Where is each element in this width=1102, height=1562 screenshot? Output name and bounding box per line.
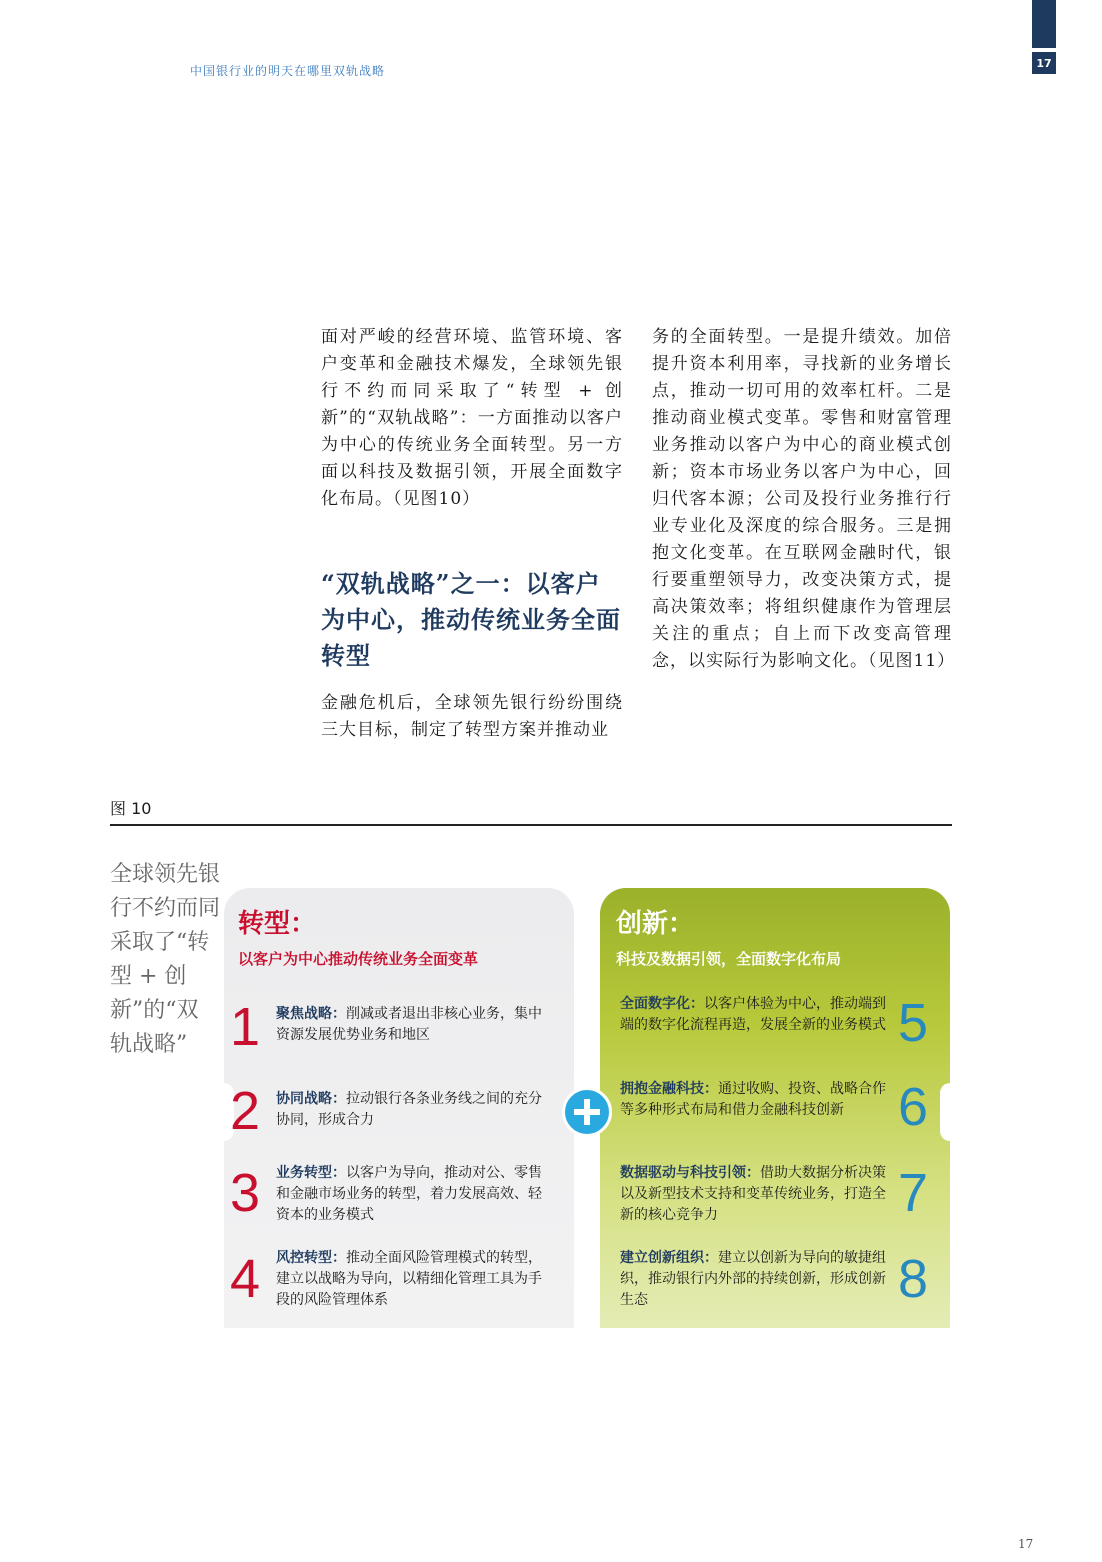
section-heading: “双轨战略”之一：以客户为中心，推动传统业务全面转型 [321,569,621,670]
item-text: 通过收购、投资、战略合作等多种形式布局和借力金融科技创新 [620,1081,886,1118]
item-heading: 聚焦战略： [276,1006,346,1022]
item-text: 以客户为导向，推动对公、零售和金融市场业务的转型，着力发展高效、轻资本的业务模式 [276,1165,542,1223]
item-number: 4 [230,1249,261,1309]
item-heading: 风控转型： [276,1250,346,1266]
tab-page-number: 17 [1032,52,1056,74]
running-header: 中国银行业的明天在哪里双轨战略 [190,64,386,78]
body-paragraph-3: 务的全面转型。一是提升绩效。加倍提升资本利用率，寻找新的业务增长点，推动一切可用的效率杠杆。二是推动商业模式变革。零售和财富管理业务推动以客户为中心的商业模式创新；资本市场业务以客户为中心，回归代客本源；公司及投行业务推行行业专业化及深度的综合服务。三是拥抱文化变革。在互联网金融时代，银行要重塑领导力，改变决策方式，提高决策效率；将组织健康作为管理层关注的重点；自上而下改变高管理念，以实际行为影响文化。（见图11） [652,327,956,671]
list-item [620,994,896,1036]
page-tab-bar [1032,0,1056,48]
innovation-subtitle: 科技及数据引领，全面数字化布局 [616,950,842,968]
item-heading: 协同战略： [276,1091,346,1107]
figure-label: 图 10 [110,799,152,818]
item-number: 7 [898,1163,929,1223]
item-text: 推动全面风险管理模式的转型，建立以战略为导向，以精细化管理工具为手段的风险管理体系 [276,1250,542,1308]
item-heading: 数据驱动与科技引领： [620,1165,760,1181]
item-number: 1 [230,997,261,1057]
list-item [276,1248,552,1311]
figure-side-quote: 全球领先银行不约而同采取了“转型 + 创新”的“双轨战略” [110,862,221,1057]
item-text: 削减或者退出非核心业务，集中资源发展优势业务和地区 [276,1006,542,1043]
body-paragraph-2: 金融危机后，全球领先银行纷纷围绕三大目标，制定了转型方案并推动业 [321,693,623,740]
page-number: 17 [1018,1537,1034,1551]
item-heading: 业务转型： [276,1165,346,1181]
transformation-subtitle: 以客户为中心推动传统业务全面变革 [238,950,479,968]
panel-notch-right [940,1083,960,1141]
innovation-title: 创新： [616,909,695,939]
body-paragraph-1: 面对严峻的经营环境、监管环境、客户变革和金融技术爆发，全球领先银行不约而同采取了“转型 + 创新”的“双轨战略”：一方面推动以客户为中心的传统业务全面转型。另一方面以科技及数据引领，开展全面数字化布局。（见图10） [321,327,623,509]
item-number: 5 [898,993,929,1053]
transformation-title: 转型： [238,909,317,939]
list-item [620,1248,896,1311]
item-heading: 建立创新组织： [620,1250,718,1266]
item-text: 建立以创新为导向的敏捷组织，推动银行内外部的持续创新，形成创新生态 [620,1250,886,1308]
figure-divider [110,824,952,826]
item-text: 拉动银行各条业务线之间的充分协同，形成合力 [276,1091,542,1128]
list-item [620,1079,896,1121]
list-item [276,1004,552,1046]
list-item [620,1163,896,1226]
item-heading: 拥抱金融科技： [620,1081,718,1097]
item-number: 2 [230,1081,261,1141]
item-text: 以客户体验为中心，推动端到端的数字化流程再造，发展全新的业务模式 [620,996,886,1033]
item-number: 8 [898,1249,929,1309]
list-item [276,1089,552,1131]
list-item [276,1163,552,1226]
item-text: 借助大数据分析决策以及新型技术支持和变革传统业务，打造全新的核心竞争力 [620,1165,886,1223]
item-number: 6 [898,1077,929,1137]
plus-icon [562,1087,612,1137]
item-number: 3 [230,1163,261,1223]
item-heading: 全面数字化： [620,996,704,1012]
